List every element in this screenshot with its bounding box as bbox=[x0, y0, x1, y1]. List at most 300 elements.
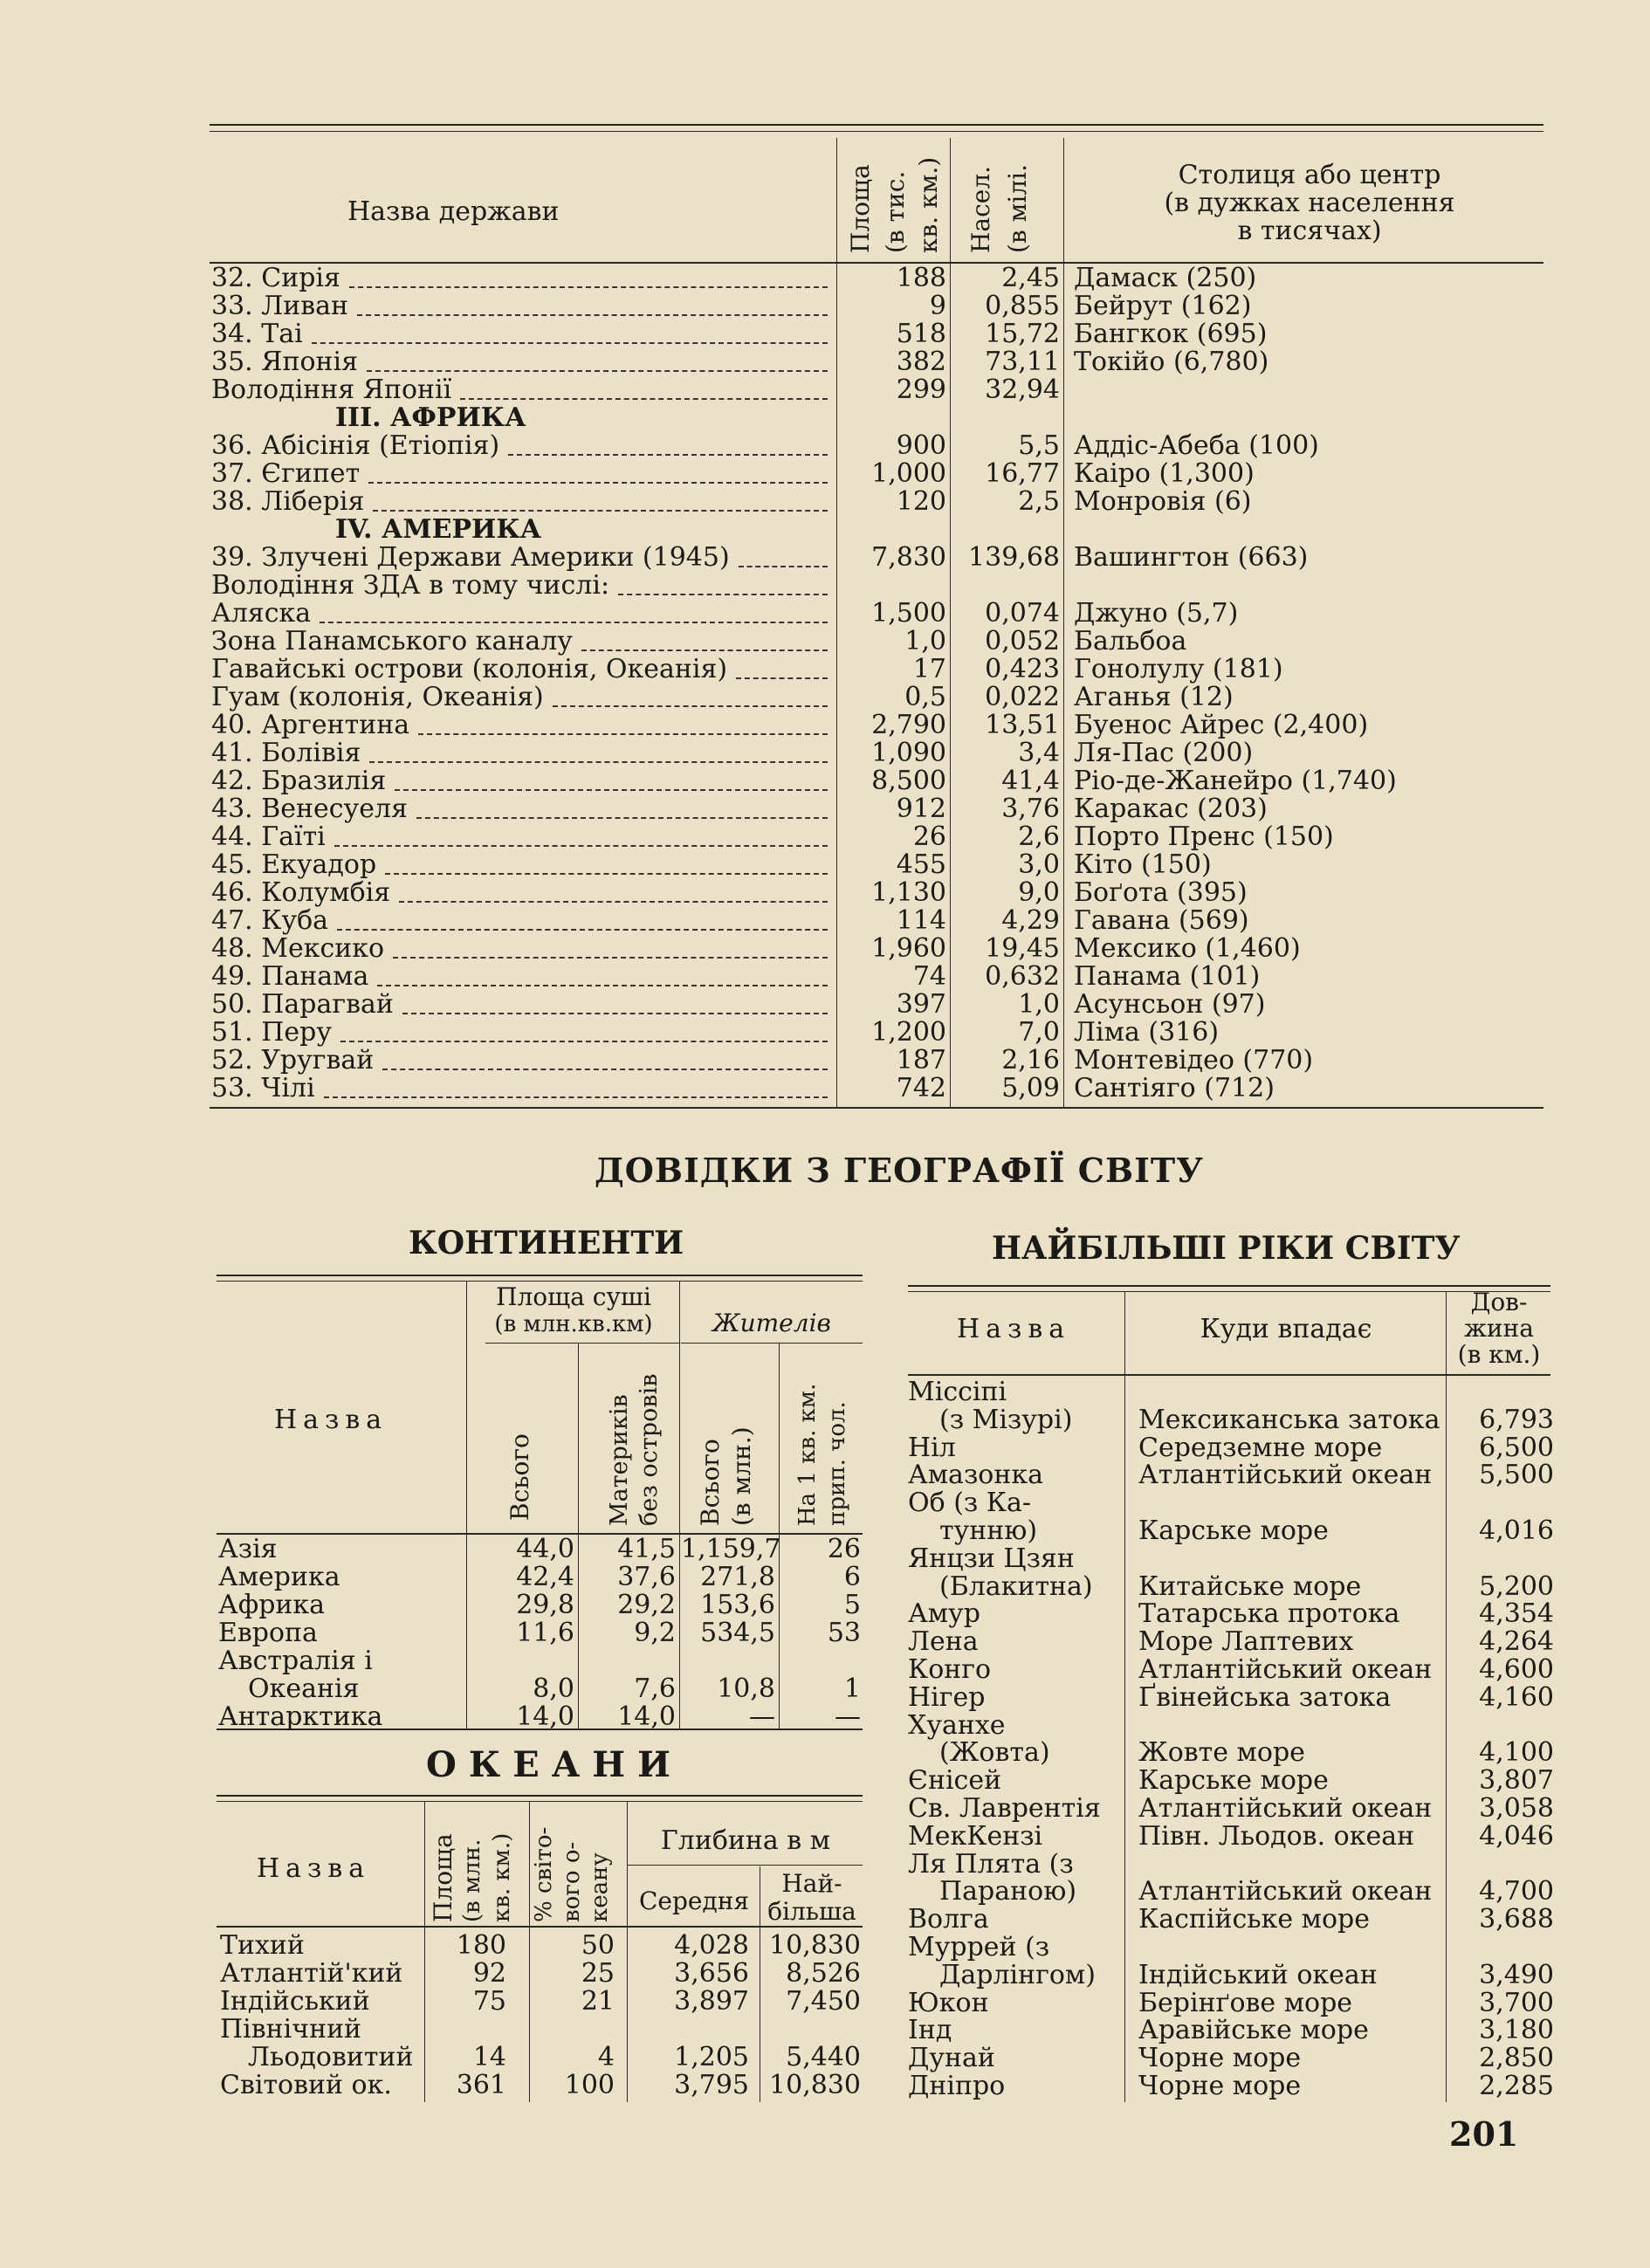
ocean-name: Льодовитий bbox=[248, 2042, 414, 2072]
states-row-capital: Ля-Пас (200) bbox=[1074, 738, 1254, 768]
states-row-pop: 139,68 bbox=[968, 542, 1060, 573]
continents-header-area-main-2: без островів bbox=[636, 1373, 663, 1526]
states-row-capital: Гонолулу (181) bbox=[1074, 654, 1283, 684]
states-row-capital: Джуно (5,7) bbox=[1074, 598, 1239, 629]
river-length: 5,200 bbox=[1479, 1571, 1554, 1602]
states-row-pop: 16,77 bbox=[985, 458, 1060, 489]
continent-pop: 10,8 bbox=[717, 1674, 775, 1704]
river-length: 4,700 bbox=[1479, 1876, 1554, 1907]
states-row-leader bbox=[369, 761, 828, 763]
river-name: Єнісей bbox=[908, 1765, 1002, 1796]
river-length: 3,180 bbox=[1479, 2015, 1554, 2045]
states-section-heading: III. АФРИКА bbox=[335, 402, 526, 433]
ocean-area: 75 bbox=[472, 1986, 506, 2017]
continent-density: — bbox=[835, 1701, 861, 1732]
states-row-area: 742 bbox=[896, 1073, 946, 1103]
states-row-area: 9 bbox=[929, 291, 946, 321]
states-row-capital: Бейрут (162) bbox=[1074, 291, 1252, 321]
states-row-leader bbox=[312, 342, 828, 344]
river-mouth: Жовте море bbox=[1138, 1737, 1305, 1768]
oceans-title: ОКЕАНИ bbox=[426, 1744, 683, 1785]
states-row-area: 1,090 bbox=[871, 738, 946, 768]
states-row-pop: 0,052 bbox=[985, 626, 1060, 656]
river-length: 4,100 bbox=[1479, 1737, 1554, 1768]
states-row-area: 1,0 bbox=[904, 626, 946, 656]
rivers-divider-2 bbox=[1446, 1292, 1447, 2102]
states-row-leader bbox=[618, 594, 828, 595]
states-row-capital: Аганья (12) bbox=[1074, 682, 1234, 712]
states-header-pop-1: Насел. bbox=[966, 165, 995, 253]
river-name: Дніпро bbox=[908, 2071, 1006, 2101]
states-header-capital-2: (в дужках населення bbox=[1164, 188, 1455, 218]
river-name: Лена bbox=[908, 1626, 979, 1657]
states-table-bottom-rule bbox=[210, 1107, 1543, 1109]
states-row-pop: 73,11 bbox=[985, 347, 1060, 377]
rivers-header-length-1: Дов- bbox=[1470, 1288, 1528, 1316]
river-mouth: Татарська протока bbox=[1138, 1598, 1400, 1629]
continent-density: 1 bbox=[843, 1674, 861, 1704]
states-header-capital-3: в тисячах) bbox=[1237, 216, 1382, 246]
continents-header-pop-total-2: (в млн.) bbox=[727, 1426, 756, 1526]
states-row-leader bbox=[416, 817, 828, 819]
states-header-area-1: Площа bbox=[846, 164, 875, 253]
river-name: Дунай bbox=[908, 2043, 995, 2073]
states-row-capital: Бангкок (695) bbox=[1074, 319, 1268, 349]
river-length: 3,058 bbox=[1479, 1793, 1554, 1824]
continents-header-pop-total-1: Всього bbox=[696, 1439, 725, 1526]
ocean-area: 361 bbox=[456, 2070, 506, 2100]
states-row-pop: 2,45 bbox=[1001, 263, 1060, 293]
continent-density: 53 bbox=[827, 1618, 861, 1648]
states-row-leader bbox=[337, 929, 828, 931]
continent-name: Океанія bbox=[248, 1674, 360, 1704]
continent-name: Африка bbox=[218, 1590, 326, 1620]
states-row-leader bbox=[553, 705, 828, 707]
states-row-capital: Вашингтон (663) bbox=[1074, 542, 1309, 573]
states-row-leader bbox=[324, 1096, 828, 1098]
river-name: МекКензі bbox=[908, 1821, 1043, 1852]
states-row-pop: 13,51 bbox=[985, 710, 1060, 740]
continents-header-density-1: На 1 кв. км. bbox=[794, 1383, 821, 1526]
oceans-header-area-1: Площа bbox=[429, 1833, 457, 1922]
continent-area-main: 37,6 bbox=[617, 1562, 676, 1592]
states-header-pop-2: (в мілі. bbox=[1003, 164, 1032, 253]
ocean-name: Світовий ок. bbox=[220, 2070, 392, 2100]
states-row-pop: 1,0 bbox=[1018, 989, 1060, 1020]
river-mouth: Мексиканська затока bbox=[1138, 1405, 1440, 1435]
continents-header-area-main-1: Материків bbox=[606, 1394, 633, 1526]
river-mouth: Атлантійський океан bbox=[1138, 1793, 1433, 1824]
continent-name: Австралія і bbox=[218, 1646, 373, 1676]
continent-pop: 271,8 bbox=[700, 1562, 775, 1592]
river-mouth: Ґвінейська затока bbox=[1138, 1682, 1392, 1713]
river-name: Янцзи Цзян bbox=[908, 1543, 1075, 1574]
states-row-capital: Токійо (6,780) bbox=[1074, 347, 1269, 377]
states-row-leader bbox=[395, 789, 828, 791]
states-row-pop: 5,5 bbox=[1018, 430, 1060, 461]
states-row-pop: 32,94 bbox=[985, 375, 1060, 405]
continents-top-rule-2 bbox=[217, 1281, 863, 1282]
states-row-pop: 0,022 bbox=[985, 682, 1060, 712]
oceans-header-area-3: кв. км.) bbox=[489, 1832, 515, 1922]
states-row-area: 900 bbox=[896, 430, 946, 461]
states-divider-3 bbox=[1063, 138, 1064, 1107]
oceans-header-depth-avg: Середня bbox=[638, 1887, 750, 1915]
oceans-header-name: Назва bbox=[257, 1853, 371, 1884]
continents-top-rule bbox=[217, 1275, 863, 1276]
oceans-header-depth-group: Глибина в м bbox=[660, 1825, 831, 1856]
states-row-name: 53. Чілі bbox=[211, 1073, 315, 1103]
states-row-name: 52. Уругвай bbox=[211, 1045, 375, 1076]
oceans-header-rule bbox=[217, 1926, 863, 1928]
states-row-pop: 2,16 bbox=[1001, 1045, 1060, 1076]
continents-divider-3 bbox=[679, 1282, 680, 1728]
states-row-name: 35. Японія bbox=[211, 347, 359, 377]
states-row-leader bbox=[340, 1041, 828, 1042]
states-row-leader bbox=[377, 985, 828, 986]
states-row-name: Аляска bbox=[211, 598, 312, 629]
states-row-capital: Боґота (395) bbox=[1074, 877, 1248, 908]
states-row-leader bbox=[736, 677, 828, 679]
states-row-area: 188 bbox=[896, 263, 946, 293]
river-name: Нігер bbox=[908, 1682, 986, 1713]
states-section-heading: IV. АМЕРИКА bbox=[335, 514, 542, 545]
states-row-area: 120 bbox=[896, 486, 946, 517]
river-mouth: Індійський океан bbox=[1138, 1960, 1378, 1990]
states-table-top-rule-2 bbox=[210, 131, 1543, 132]
states-row-area: 2,790 bbox=[871, 710, 946, 740]
states-row-name: 46. Колумбія bbox=[211, 877, 391, 908]
states-row-area: 1,130 bbox=[871, 877, 946, 908]
states-row-name: 40. Аргентина bbox=[211, 710, 410, 740]
states-row-capital: Аддіс-Абеба (100) bbox=[1074, 430, 1319, 461]
states-row-pop: 5,09 bbox=[1001, 1073, 1060, 1103]
continent-pop: — bbox=[749, 1701, 775, 1732]
states-table-top-rule bbox=[210, 124, 1543, 126]
river-name: Міссіпі bbox=[908, 1377, 1007, 1407]
river-length: 2,285 bbox=[1479, 2071, 1554, 2101]
continents-header-area-group-1: Площа суші bbox=[496, 1282, 651, 1311]
states-row-area: 455 bbox=[896, 849, 946, 880]
ocean-area: 180 bbox=[456, 1930, 506, 1961]
states-row-capital: Ріо-де-Жанейро (1,740) bbox=[1074, 766, 1397, 796]
states-row-pop: 15,72 bbox=[985, 319, 1060, 349]
ocean-name: Індійський bbox=[220, 1986, 370, 2017]
river-length: 3,807 bbox=[1479, 1765, 1554, 1796]
continents-title: КОНТИНЕНТИ bbox=[409, 1225, 684, 1261]
states-row-area: 114 bbox=[896, 905, 946, 936]
states-row-name: 45. Екуадор bbox=[211, 849, 377, 880]
ocean-area: 14 bbox=[472, 2042, 506, 2072]
river-name: Амазонка bbox=[908, 1460, 1043, 1490]
continent-density: 5 bbox=[843, 1590, 861, 1620]
continent-area-main: 41,5 bbox=[617, 1534, 676, 1564]
river-mouth: Китайське море bbox=[1138, 1571, 1362, 1602]
river-length: 4,354 bbox=[1479, 1598, 1554, 1629]
states-row-name: Гуам (колонія, Океанія) bbox=[211, 682, 544, 712]
ocean-pct: 4 bbox=[597, 2042, 615, 2072]
continent-name: Антарктика bbox=[218, 1701, 383, 1732]
ocean-depth-avg: 3,897 bbox=[674, 1986, 749, 2017]
ocean-pct: 21 bbox=[581, 1986, 615, 2017]
continents-pop-group-rule bbox=[681, 1343, 863, 1344]
continent-pop: 153,6 bbox=[700, 1590, 775, 1620]
states-row-capital: Мексико (1,460) bbox=[1074, 933, 1301, 964]
states-row-leader bbox=[393, 957, 828, 959]
states-row-name: 51. Перу bbox=[211, 1017, 333, 1048]
river-name: Інд bbox=[908, 2015, 952, 2045]
states-row-name: 48. Мексико bbox=[211, 933, 385, 964]
states-row-area: 7,830 bbox=[871, 542, 946, 573]
river-mouth: Атлантійський океан bbox=[1138, 1460, 1433, 1490]
states-row-capital: Бальбоа bbox=[1074, 626, 1187, 656]
river-mouth: Карське море bbox=[1138, 1765, 1329, 1796]
river-mouth: Атлантійський океан bbox=[1138, 1654, 1433, 1685]
states-row-area: 1,960 bbox=[871, 933, 946, 964]
states-row-name: 32. Сирія bbox=[211, 263, 340, 293]
states-row-leader bbox=[581, 649, 828, 651]
river-name: Ніл bbox=[908, 1433, 956, 1463]
rivers-header-name: Назва bbox=[957, 1314, 1071, 1344]
states-row-pop: 41,4 bbox=[1001, 766, 1060, 796]
rivers-top-rule bbox=[908, 1285, 1550, 1287]
oceans-divider-2 bbox=[529, 1802, 530, 2102]
oceans-top-rule bbox=[217, 1795, 863, 1797]
rivers-divider-1 bbox=[1124, 1292, 1125, 2102]
continents-header-pop-group: Жителів bbox=[712, 1309, 831, 1337]
states-row-pop: 0,423 bbox=[985, 654, 1060, 684]
states-divider-2 bbox=[950, 138, 951, 1107]
states-row-pop: 2,6 bbox=[1018, 821, 1060, 852]
states-row-leader bbox=[373, 510, 828, 512]
states-header-capital-1: Столиця або центр bbox=[1178, 160, 1441, 190]
states-row-name: Гавайські острови (колонія, Океанія) bbox=[211, 654, 728, 684]
continent-area-main: 7,6 bbox=[634, 1674, 676, 1704]
states-row-name: 39. Злучені Держави Америки (1945) bbox=[211, 542, 730, 573]
states-row-pop: 0,074 bbox=[985, 598, 1060, 629]
ocean-depth-max: 8,526 bbox=[786, 1958, 861, 1989]
states-row-name: 33. Ливан bbox=[211, 291, 349, 321]
river-length: 6,793 bbox=[1479, 1405, 1554, 1435]
continents-header-name: Назва bbox=[274, 1405, 388, 1435]
states-row-leader bbox=[349, 286, 828, 288]
page-number: 201 bbox=[1449, 2114, 1519, 2154]
river-mouth: Карське море bbox=[1138, 1515, 1329, 1546]
continent-area-total: 44,0 bbox=[516, 1534, 574, 1564]
ocean-pct: 25 bbox=[581, 1958, 615, 1989]
rivers-header-length-2: жина bbox=[1464, 1314, 1534, 1343]
states-row-name: 49. Панама bbox=[211, 961, 369, 992]
states-row-area: 299 bbox=[896, 375, 946, 405]
states-row-pop: 3,76 bbox=[1001, 794, 1060, 824]
states-row-leader bbox=[320, 622, 828, 623]
states-row-name: 34. Таі bbox=[211, 319, 303, 349]
oceans-divider-3 bbox=[627, 1802, 628, 2102]
states-row-name: 50. Парагвай bbox=[211, 989, 394, 1020]
states-row-name: Володіння Японії bbox=[211, 375, 452, 405]
continent-density: 26 bbox=[827, 1534, 861, 1564]
ocean-pct: 50 bbox=[581, 1930, 615, 1961]
river-name: Амур bbox=[908, 1598, 980, 1629]
states-row-leader bbox=[402, 1013, 828, 1014]
states-row-name: 47. Куба bbox=[211, 905, 329, 936]
states-row-pop: 4,29 bbox=[1001, 905, 1060, 936]
states-row-name: Володіння ЗДА в тому числі: bbox=[211, 570, 610, 601]
states-divider-1 bbox=[836, 138, 837, 1107]
continent-area-total: 29,8 bbox=[516, 1590, 574, 1620]
river-length: 4,046 bbox=[1479, 1821, 1554, 1852]
ocean-depth-max: 7,450 bbox=[786, 1986, 861, 2017]
states-row-capital: Порто Пренс (150) bbox=[1074, 821, 1334, 852]
continent-area-total: 11,6 bbox=[516, 1618, 574, 1648]
states-row-leader bbox=[508, 454, 828, 456]
ocean-depth-avg: 4,028 bbox=[674, 1930, 749, 1961]
ocean-depth-max: 10,830 bbox=[769, 1930, 861, 1961]
states-row-leader bbox=[418, 733, 828, 735]
states-row-name: Зона Панамського каналу bbox=[211, 626, 573, 656]
continent-density: 6 bbox=[843, 1562, 861, 1592]
states-table-header-rule bbox=[210, 262, 1543, 264]
river-name: (з Мізурі) bbox=[939, 1405, 1073, 1435]
ocean-pct: 100 bbox=[564, 2070, 615, 2100]
continent-area-main: 9,2 bbox=[634, 1618, 676, 1648]
states-row-leader bbox=[739, 566, 828, 567]
states-row-capital: Сантіяго (712) bbox=[1074, 1073, 1275, 1103]
states-row-area: 912 bbox=[896, 794, 946, 824]
river-mouth: Півн. Льодов. океан bbox=[1138, 1821, 1415, 1852]
oceans-depth-group-rule bbox=[627, 1865, 863, 1866]
river-length: 3,490 bbox=[1479, 1960, 1554, 1990]
states-row-capital: Монровія (6) bbox=[1074, 486, 1252, 517]
continent-area-total: 42,4 bbox=[516, 1562, 574, 1592]
river-length: 2,850 bbox=[1479, 2043, 1554, 2073]
states-row-leader bbox=[367, 370, 828, 372]
states-row-capital: Буенос Айрес (2,400) bbox=[1074, 710, 1369, 740]
states-row-area: 1,500 bbox=[871, 598, 946, 629]
ocean-name: Північний bbox=[220, 2014, 362, 2045]
ocean-depth-max: 5,440 bbox=[786, 2042, 861, 2072]
continents-area-group-rule bbox=[485, 1343, 679, 1344]
river-mouth: Чорне море bbox=[1138, 2071, 1302, 2101]
states-row-capital: Каіро (1,300) bbox=[1074, 458, 1255, 489]
states-row-name: 44. Гаїті bbox=[211, 821, 326, 852]
states-row-name: 41. Болівія bbox=[211, 738, 361, 768]
states-row-pop: 3,4 bbox=[1018, 738, 1060, 768]
states-header-name: Назва держави bbox=[347, 196, 560, 227]
states-row-name: 37. Єгипет bbox=[211, 458, 361, 489]
ocean-depth-max: 10,830 bbox=[769, 2070, 861, 2100]
states-row-leader bbox=[357, 314, 828, 316]
river-name: Хуанхе bbox=[908, 1710, 1006, 1741]
river-length: 5,500 bbox=[1479, 1460, 1554, 1490]
continents-header-area-group-2: (в млн.кв.км) bbox=[494, 1311, 653, 1337]
river-name: Муррей (з bbox=[908, 1932, 1050, 1962]
continent-name: Европа bbox=[218, 1618, 318, 1648]
continents-header-area-total: Всього bbox=[505, 1433, 534, 1521]
river-name: Юкон bbox=[908, 1988, 989, 2018]
oceans-header-area-2: (в млн. bbox=[459, 1838, 485, 1922]
rivers-header-length-3: (в км.) bbox=[1457, 1340, 1541, 1369]
river-name: Волга bbox=[908, 1904, 989, 1935]
states-row-pop: 3,0 bbox=[1018, 849, 1060, 880]
states-row-area: 26 bbox=[912, 821, 946, 852]
river-mouth: Каспійське море bbox=[1138, 1904, 1371, 1935]
continent-area-main: 14,0 bbox=[617, 1701, 676, 1732]
oceans-header-pct-2: вого о- bbox=[559, 1841, 585, 1922]
ocean-depth-avg: 3,795 bbox=[674, 2070, 749, 2100]
ocean-depth-avg: 3,656 bbox=[674, 1958, 749, 1989]
river-name: Параною) bbox=[939, 1876, 1077, 1907]
continent-pop: 1,159,7 bbox=[681, 1534, 781, 1564]
states-row-capital: Ліма (316) bbox=[1074, 1017, 1220, 1048]
states-row-leader bbox=[460, 398, 828, 400]
rivers-title: НАЙБІЛЬШІ РІКИ СВІТУ bbox=[992, 1230, 1461, 1267]
river-name: (Жовта) bbox=[939, 1737, 1050, 1768]
river-name: Конго bbox=[908, 1654, 992, 1685]
river-mouth: Чорне море bbox=[1138, 2043, 1302, 2073]
oceans-divider-1 bbox=[424, 1802, 425, 2102]
states-row-pop: 9,0 bbox=[1018, 877, 1060, 908]
states-row-area: 1,000 bbox=[871, 458, 946, 489]
continents-header-density-2: прип. чол. bbox=[824, 1401, 850, 1526]
states-row-leader bbox=[385, 873, 828, 875]
states-row-capital: Каракас (203) bbox=[1074, 794, 1268, 824]
states-row-area: 397 bbox=[896, 989, 946, 1020]
river-name: тунню) bbox=[939, 1515, 1038, 1546]
river-mouth: Середземне море bbox=[1138, 1433, 1383, 1463]
states-row-name: 42. Бразилія bbox=[211, 766, 387, 796]
states-row-area: 74 bbox=[912, 961, 946, 992]
continent-name: Азія bbox=[218, 1534, 278, 1564]
ocean-depth-avg: 1,205 bbox=[674, 2042, 749, 2072]
states-header-area-2: (в тис. bbox=[881, 170, 910, 253]
states-row-area: 187 bbox=[896, 1045, 946, 1076]
river-length: 4,160 bbox=[1479, 1682, 1554, 1713]
continent-area-total: 8,0 bbox=[533, 1674, 574, 1704]
river-name: Об (з Ка- bbox=[908, 1488, 1032, 1518]
river-mouth: Море Лаптевих bbox=[1138, 1626, 1354, 1657]
river-length: 6,500 bbox=[1479, 1433, 1554, 1463]
river-mouth: Берінґове море bbox=[1138, 1988, 1353, 2018]
states-header-area-3: кв. км.) bbox=[914, 156, 943, 253]
states-row-capital: Монтевідео (770) bbox=[1074, 1045, 1314, 1076]
states-row-area: 17 bbox=[912, 654, 946, 684]
river-name: Дарлінгом) bbox=[939, 1960, 1096, 1990]
states-row-leader bbox=[399, 901, 828, 903]
states-row-name: 36. Абісінія (Етіопія) bbox=[211, 430, 500, 461]
states-row-leader bbox=[334, 845, 828, 847]
rivers-header-mouth: Куди впадає bbox=[1200, 1314, 1372, 1344]
states-row-capital: Дамаск (250) bbox=[1074, 263, 1257, 293]
states-row-leader bbox=[382, 1069, 828, 1070]
continent-pop: 534,5 bbox=[700, 1618, 775, 1648]
oceans-header-depth-max-1: Най- bbox=[781, 1869, 842, 1898]
ocean-name: Атлантій'кий bbox=[220, 1958, 403, 1989]
states-row-capital: Кіто (150) bbox=[1074, 849, 1212, 880]
river-mouth: Аравійське море bbox=[1138, 2015, 1369, 2045]
oceans-header-pct-1: % світо- bbox=[531, 1826, 557, 1922]
continents-divider-1 bbox=[466, 1282, 467, 1728]
continents-divider-2 bbox=[578, 1343, 579, 1728]
river-length: 4,600 bbox=[1479, 1654, 1554, 1685]
states-row-name: 38. Ліберія bbox=[211, 486, 365, 517]
river-length: 3,700 bbox=[1479, 1988, 1554, 2018]
river-length: 4,016 bbox=[1479, 1515, 1554, 1546]
states-row-area: 8,500 bbox=[871, 766, 946, 796]
states-row-area: 0,5 bbox=[904, 682, 946, 712]
river-mouth: Атлантійський океан bbox=[1138, 1876, 1433, 1907]
section-title: ДОВІДКИ З ГЕОГРАФІЇ СВІТУ bbox=[594, 1151, 1205, 1190]
